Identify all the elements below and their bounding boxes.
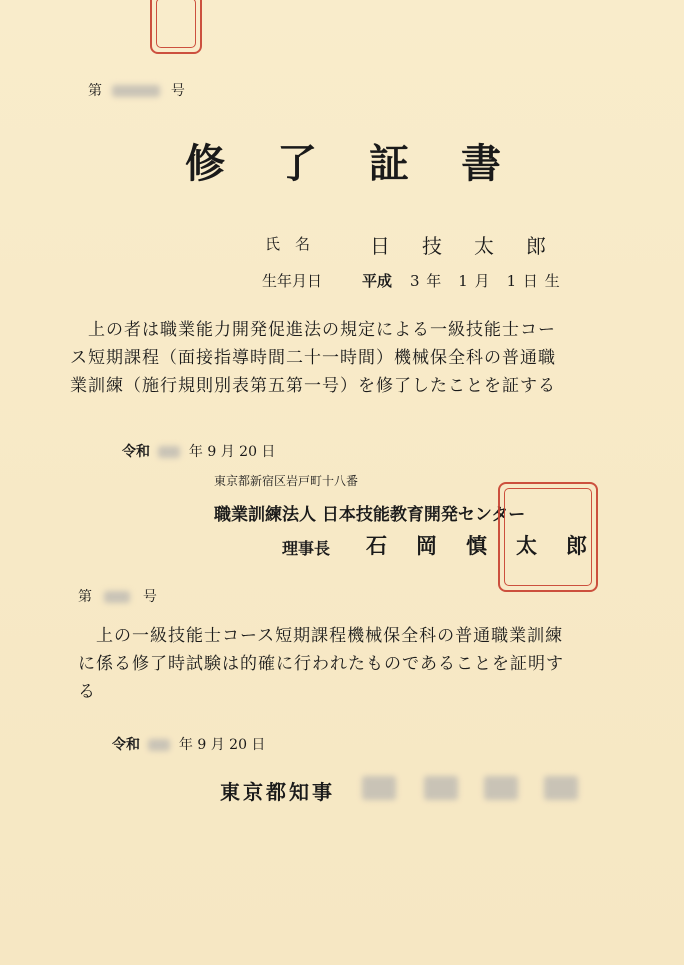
exam-line-2: に係る修了時試験は的確に行われたものであることを証明す (78, 654, 564, 674)
certification-line-3: 業訓練（施行規則別表第五第一号）を修了したことを証する (70, 376, 556, 396)
document-title: 修 了 証 書 (185, 140, 507, 187)
redacted-year (158, 446, 180, 458)
chief-name: 石 岡 慎 太 郎 (366, 533, 591, 558)
organization-seal-stamp (498, 482, 598, 592)
redacted-exam-year (148, 739, 170, 751)
birthdate-label: 生年月日 (262, 272, 323, 290)
exam-line-3: る (78, 682, 96, 702)
exam-number: 第 号 (78, 589, 157, 605)
birthdate-value: 3 年 1 月 1 日 生 (410, 272, 561, 290)
redacted-exam-number (104, 591, 130, 603)
name-label: 氏 名 (265, 235, 311, 253)
issuer-organization: 職業訓練法人 日本技能教育開発センター (214, 505, 526, 525)
top-seal-stamp (150, 0, 202, 54)
recipient-name: 日 技 太 郎 (370, 234, 552, 258)
redacted-number (112, 85, 160, 97)
exam-date: 令和 年 9 月 20 日 (112, 737, 266, 753)
certification-line-1: 上の者は職業能力開発促進法の規定による一級技能士コー (88, 320, 556, 340)
chief-label: 理事長 (282, 539, 331, 558)
exam-line-1: 上の一級技能士コース短期課程機械保全科の普通職業訓練 (96, 626, 564, 646)
issuer-address: 東京都新宿区岩戸町十八番 (214, 474, 359, 488)
certificate-number: 第 号 (88, 83, 185, 99)
governor-label: 東京都知事 (220, 780, 335, 804)
redacted-governor-name (362, 770, 582, 806)
certification-line-2: ス短期課程（面接指導時間二十一時間）機械保全科の普通職 (70, 348, 556, 368)
certification-date: 令和 年 9 月 20 日 (122, 444, 276, 460)
birthdate-era: 平成 (362, 272, 393, 290)
